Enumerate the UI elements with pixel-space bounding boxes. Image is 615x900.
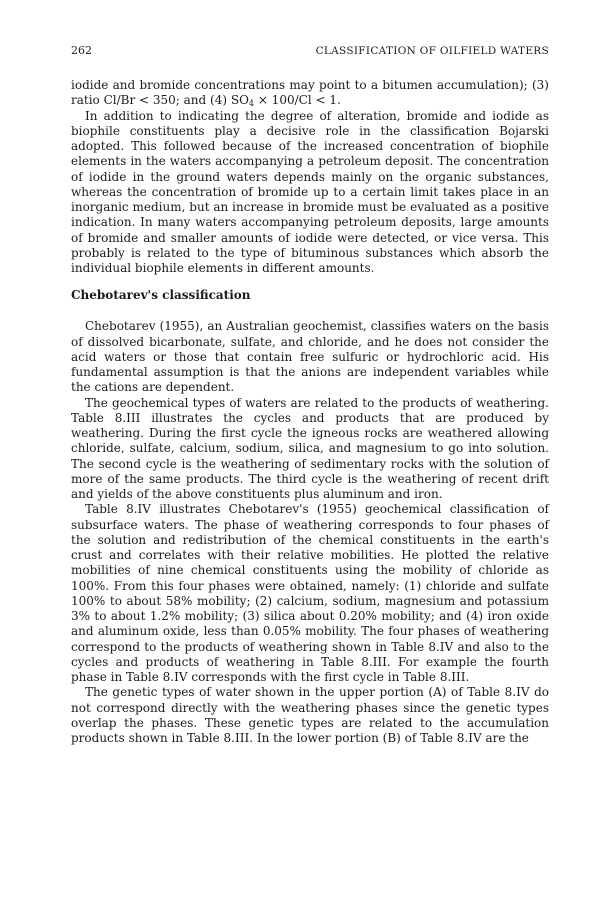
paragraph-text: × 100/Cl < 1.: [254, 93, 341, 108]
running-header: [71, 44, 549, 60]
page-number: 262: [71, 44, 92, 57]
subscript: 4: [248, 99, 254, 109]
paragraph-chebotarev-intro: Chebotarev (1955), an Australian geochemist, classifies waters on the basis of dissolved bicarbonate, sulfate, and chloride, and he does not consider the acid waters or those that contain free sulfuric or hydrochloric acid. His fundamental assumption is that the anions are independent variables while the cations are dependent.: [71, 319, 549, 395]
paragraph-text: iodide and bromide concentrations may point to a bitumen accumulation); (3) ratio Cl/Br < 350; and (4) SO: [71, 78, 549, 108]
paragraph-genetic-types: The genetic types of water shown in the upper portion (A) of Table 8.IV do not correspond directly with the weathering phases since the genetic types overlap the phases. These genetic types are related to the accumulation products shown in Table 8.III. In the lower portion (B) of Table 8.IV are the: [71, 685, 549, 745]
book-page: [71, 44, 549, 746]
paragraph-continuation: [71, 78, 549, 109]
paragraph-geochemical-types: The geochemical types of waters are related to the products of weathering. Table 8.III illustrates the cycles and products that are produced by weathering. During the first cycle the igneous rocks are weathered allowing chloride, sulfate, calcium, sodium, silica, and magnesium to go into solution. The second cycle is the weathering of sedimentary rocks with the solution of more of the same products. The third cycle is the weathering of recent drift and yields of the above constituents plus aluminum and iron.: [71, 395, 549, 501]
section-heading: Chebotarev's classification: [71, 288, 251, 303]
page-body: [71, 78, 549, 746]
paragraph-table-8iv: Table 8.IV illustrates Chebotarev's (1955) geochemical classification of subsurface waters. The phase of weathering corresponds to four phases of the solution and redistribution of the chemical constituents in the earth's crust and correlates with their relative mobilities. He plotted the relative mobilities of nine chemical constituents using the mobility of chloride as 100%. From this four phases were obtained, namely: (1) chloride and sulfate 100% to about 58% mobility; (2) calcium, sodium, magnesium and potassium 3% to about 1.2% mobility; (3) silica about 0.20% mobility; and (4) iron oxide and aluminum oxide, less than 0.05% mobility. The four phases of weathering correspond to the products of weathering shown in Table 8.IV and also to the cycles and products of weathering in Table 8.III. For example the fourth phase in Table 8.IV corresponds with the first cycle in Table 8.III.: [71, 502, 549, 684]
paragraph-biophile: In addition to indicating the degree of alteration, bromide and iodide as biophile constituents play a decisive role in the classification Bojarski adopted. This followed because of the increased concentration of biophile elements in the waters accompanying a petroleum deposit. The concentration of iodide in the ground waters depends mainly on the organic substances, whereas the concentration of bromide up to a certain limit takes place in an inorganic medium, but an increase in bromide must be evaluated as a positive indication. In many waters accompanying petroleum deposits, large amounts of bromide and smaller amounts of iodide were detected, or vice versa. This probably is related to the type of bituminous substances which absorb the individual biophile elements in different amounts.: [71, 108, 549, 275]
running-title: CLASSIFICATION OF OILFIELD WATERS: [315, 45, 549, 57]
